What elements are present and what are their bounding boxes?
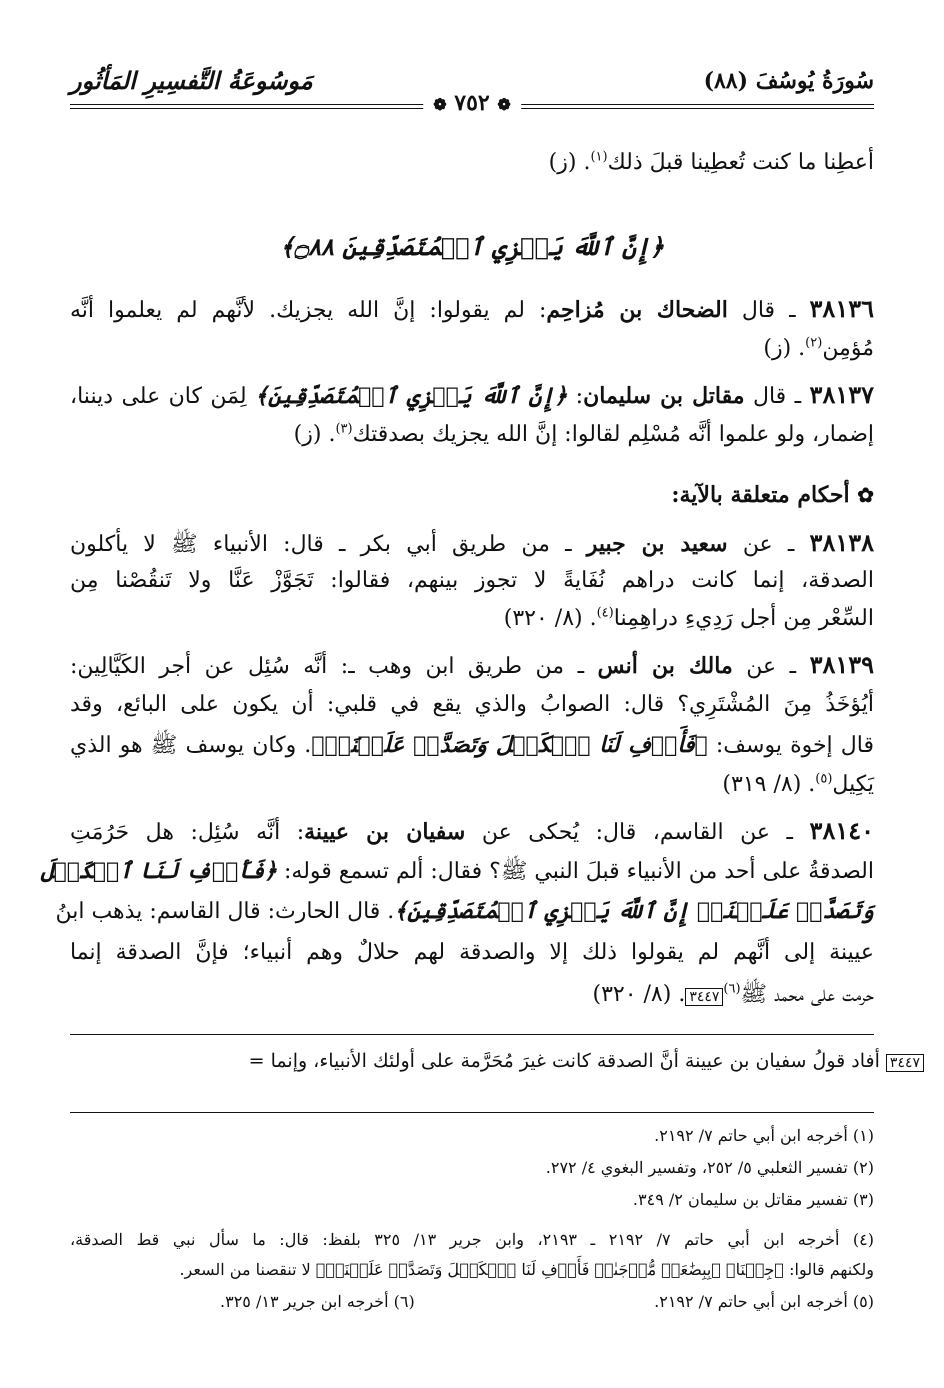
text-line: حرمت على محمد ﷺ$^{(٦)}$٣٤٤٧. (٨/ ٣٢٠) (592, 981, 874, 1007)
text-line: مُؤمِن$^{(٢)}$. (ز) (763, 335, 874, 361)
text-line: أعطِنا ما كنت تُعطِينا قبلَ ذلك$^{(١)}$. (ز) (548, 149, 874, 175)
text-line: يَكِيل$^{(٥)}$. (٨/ ٣١٩) (722, 771, 874, 797)
text-line: قال إخوة يوسف: ﴿فَأَوۡفِ لَنَا ٱلۡكَيۡلَ وَتَصَدَّقۡ عَلَيۡنَآۖ﴾. وكان يوسف ﷺ هو الذي (70, 732, 874, 758)
footnote-1: (١) أخرجه ابن أبي حاتم ٧/ ٢١٩٢. (654, 1126, 874, 1145)
ayah-heading: ﴿إِنَّ ٱللَّهَ يَجۡزِي ٱلۡمُتَصَدِّقِينَ ۝٨٨﴾ (280, 232, 664, 261)
entry-38139: ٣٨١٣٩ ـ عن مالك بن أنس ـ من طريق ابن وهب ـ: أنَّه سُئِل عن أجر الكَيَّالِين: (70, 650, 875, 679)
footnote-4-continued: ولكنهم قالوا: ﴿جِئۡنَا﴾ ﴿بِبِضَٰعَةٖ مُّزۡجَىٰةٖ فَأَوۡفِ لَنَا ٱلۡكَيۡلَ وَتَصَدَّقۡ عَلَيۡنَآۖ﴾ لا تنقصنا من السعر. (179, 1260, 874, 1279)
text-line: الصدقةُ على أحد من الأنبياء قبلَ النبي ﷺ؟ فقال: ألم تسمع قوله: ﴿فَأَوۡفِ لَنَا ٱلۡكَيۡلَ (40, 858, 874, 884)
section-heading: ✿ أحكام متعلقة بالآية: (671, 482, 874, 508)
note-rule (70, 1034, 874, 1035)
flower-icon: ✿ (857, 483, 874, 507)
text-line: الصدقة، إنما كانت دراهم نُفَايةً لا تجوز بينهم، فقالوا: تَجَوَّزْ عَنَّا ولا تَنقُصْنا مِن (70, 568, 874, 593)
entry-38138: ٣٨١٣٨ ـ عن سعيد بن جبير ـ من طريق أبي بكر ـ قال: الأنبياء ﷺ لا يأكلون (70, 528, 874, 557)
text-line: أيُؤخَذُ مِنَ المُشْتَرِي؟ قال: الصوابُ والذي يقع في قلبي: أن يكون على البائع، وقد (70, 692, 874, 717)
ornament-icon: ❁ (433, 95, 447, 114)
footnote-6: (٦) أخرجه ابن جرير ١٣/ ٣٢٥. (220, 1292, 415, 1311)
text-line: إضمار، ولو علموا أنَّه مُسْلِم لقالوا: إنَّ الله يجزيك بصدقتك$^{(٣)}$. (ز) (293, 421, 874, 447)
footnote-5: (٥) أخرجه ابن أبي حاتم ٧/ ٢١٩٢. (654, 1292, 874, 1311)
page-number-text: ٧٥٢ (454, 90, 490, 116)
series-title: مَوسُوعَةُ التَّفسِيرِ المَأثُور (70, 66, 313, 95)
note-ref-box: ٣٤٤٧ (685, 988, 723, 1006)
text-line: عيينة إلى أنَّهم لم يقولوا ذلك إلا والصدقة لهم حلالٌ وهم أنبياء؛ فإنَّ الصدقة إنما (70, 940, 874, 965)
entry-38140: ٣٨١٤٠ ـ عن القاسم، قال: يُحكى عن سفيان بن عيينة: أنَّه سُئِل: هل حَرُمَتِ (70, 816, 874, 845)
page-number (423, 90, 521, 116)
entry-38137: ٣٨١٣٧ ـ قال مقاتل بن سليمان: ﴿إِنَّ ٱللَّهَ يَجۡزِي ٱلۡمُتَصَدِّقِينَ﴾ لِمَن كان على ديننا، (70, 380, 874, 409)
footnote-4: (٤) أخرجه ابن أبي حاتم ٧/ ٢١٩٢ ـ ٢١٩٣، وابن جرير ١٣/ ٣٢٥ بلفظ: قال: ما سأل نبي قط الصدقة، (70, 1230, 875, 1249)
note-box: ٣٤٤٧ (886, 1054, 924, 1072)
ornament-icon: ❁ (497, 95, 511, 114)
footnote-rule (70, 1112, 874, 1113)
footnote-3: (٣) تفسير مقاتل بن سليمان ٢/ ٣٤٩. (632, 1190, 874, 1209)
footnote-2: (٢) تفسير الثعلبي ٥/ ٢٥٢، وتفسير البغوي ٤/ ٢٧٢. (545, 1158, 874, 1177)
text-line: وَتَصَدَّقۡ عَلَيۡنَآۖ إِنَّ ٱللَّهَ يَجۡزِي ٱلۡمُتَصَدِّقِينَ﴾. قال الحارث: قال القاسم: يذهب ابنُ (55, 898, 874, 924)
text-line: السِّعْر مِن أجل رَدِيءِ دراهِمِنا$^{(٤)}$. (٨/ ٣٢٠) (503, 605, 874, 631)
commentary-note: ٣٤٤٧ أفاد قولُ سفيان بن عيينة أنَّ الصدقة كانت غيرَ مُحَرَّمة على أولئك الأنبياء، وإنما = (70, 1046, 924, 1076)
surah-title: سُورَةُ يُوسُفَ (٨٨) (703, 68, 874, 94)
entry-38136: ٣٨١٣٦ ـ قال الضحاك بن مُزاحِم: لم يقولوا: إنَّ الله يجزيك. لأنَّهم لم يعلموا أنَّه (70, 294, 874, 323)
